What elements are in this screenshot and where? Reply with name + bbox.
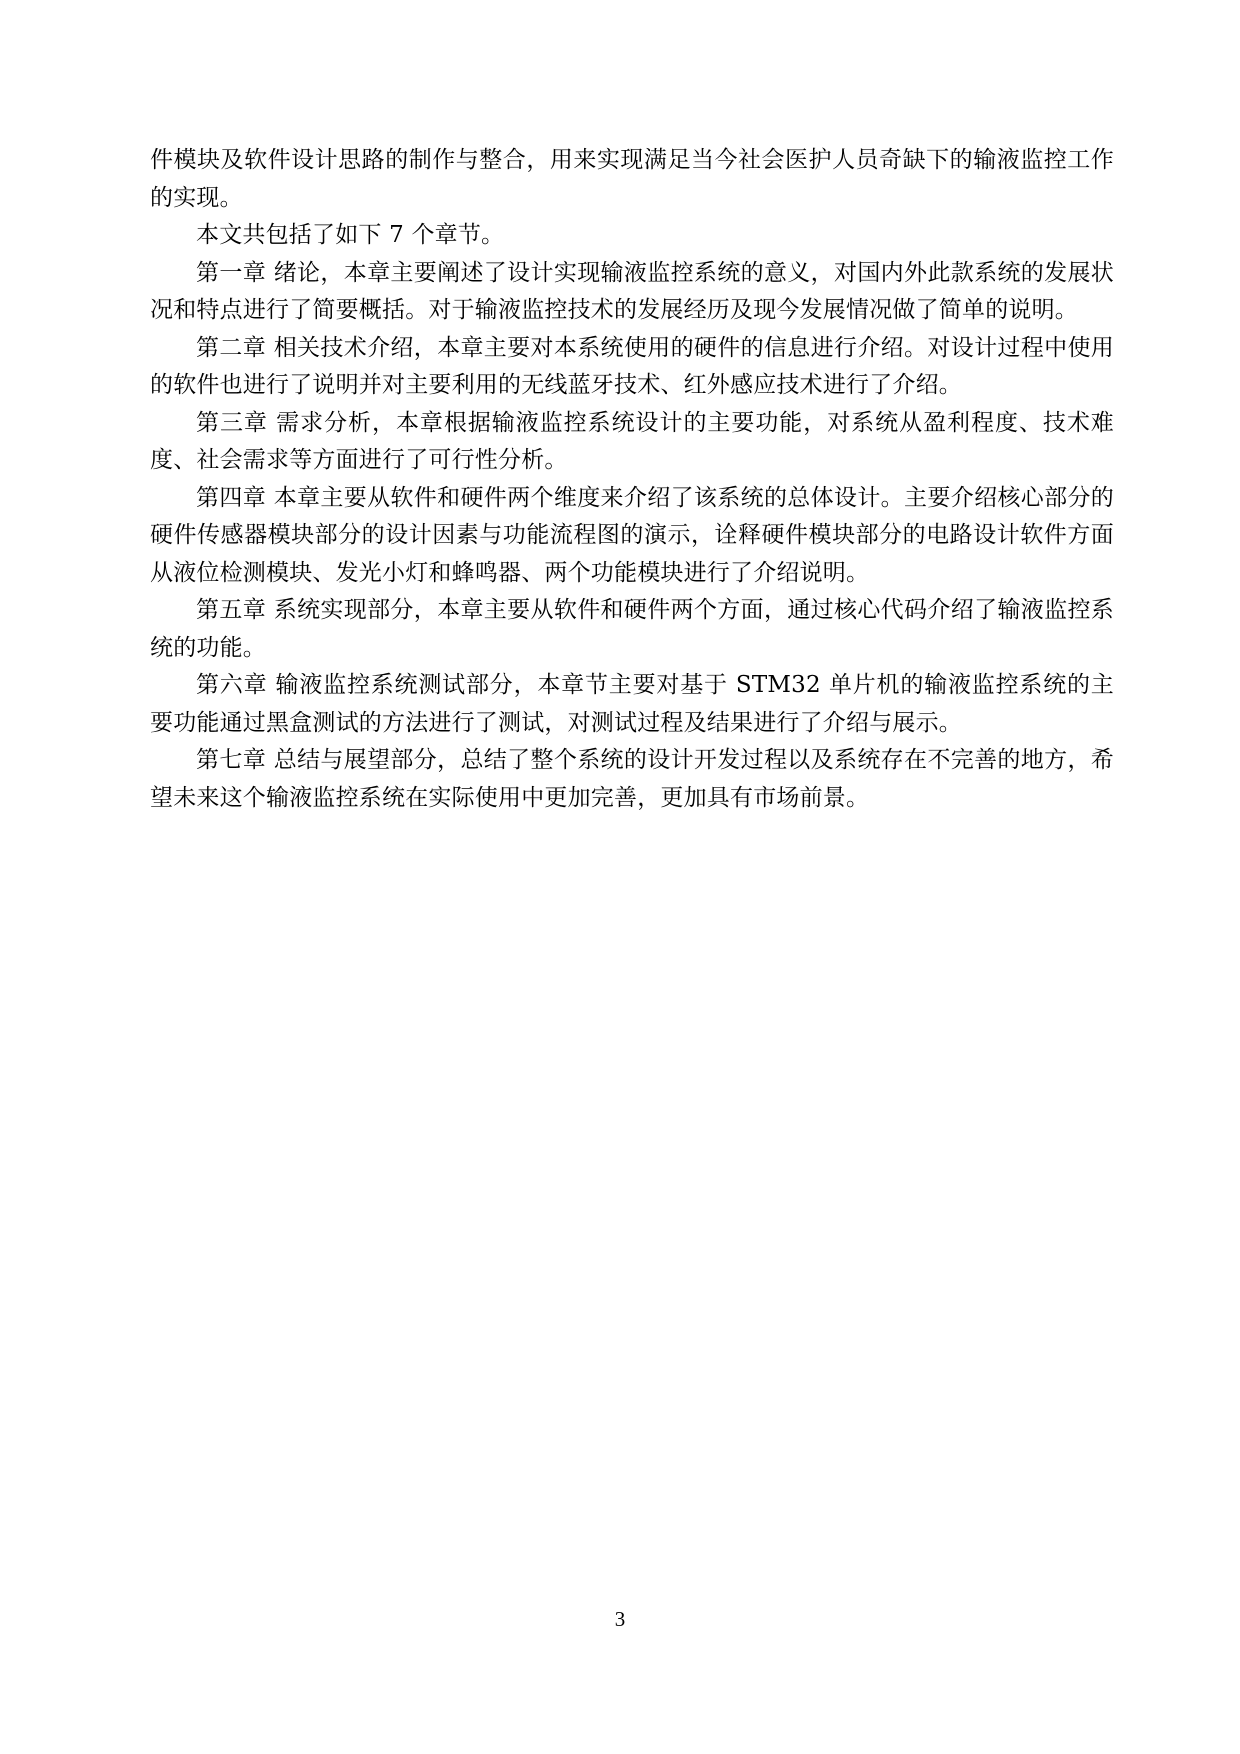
paragraph-chapter-4: 第四章 本章主要从软件和硬件两个维度来介绍了该系统的总体设计。主要介绍核心部分的硬件传感器模块部分的设计因素与功能流程图的演示，诠释硬件模块部分的电路设计软件方面从液位检测模块、发光小灯和蜂鸣器、两个功能模块进行了介绍说明。	[150, 484, 1114, 586]
paragraph-chapter-7: 第七章 总结与展望部分，总结了整个系统的设计开发过程以及系统存在不完善的地方，希望未来这个输液监控系统在实际使用中更加完善，更加具有市场前景。	[150, 747, 1114, 811]
paragraph-chapter-overview: 本文共包括了如下 7 个章节。	[196, 222, 505, 248]
paragraph-chapter-2: 第二章 相关技术介绍，本章主要对本系统使用的硬件的信息进行介绍。对设计过程中使用的软件也进行了说明并对主要利用的无线蓝牙技术、红外感应技术进行了介绍。	[150, 334, 1114, 398]
paragraph-chapter-3: 第三章 需求分析，本章根据输液监控系统设计的主要功能，对系统从盈利程度、技术难度、社会需求等方面进行了可行性分析。	[150, 409, 1114, 473]
paragraph-chapter-6: 第六章 输液监控系统测试部分，本章节主要对基于 STM32 单片机的输液监控系统的主要功能通过黑盒测试的方法进行了测试，对测试过程及结果进行了介绍与展示。	[150, 672, 1114, 736]
page-number: 3	[614, 1607, 626, 1631]
paragraph-continuation: 件模块及软件设计思路的制作与整合，用来实现满足当今社会医护人员奇缺下的输液监控工作的实现。	[150, 147, 1114, 211]
body-text	[150, 142, 1114, 817]
paragraph-chapter-1: 第一章 绪论，本章主要阐述了设计实现输液监控系统的意义，对国内外此款系统的发展状况和特点进行了简要概括。对于输液监控技术的发展经历及现今发展情况做了简单的说明。	[150, 259, 1114, 323]
paragraph-chapter-5: 第五章 系统实现部分，本章主要从软件和硬件两个方面，通过核心代码介绍了输液监控系统的功能。	[150, 597, 1114, 661]
